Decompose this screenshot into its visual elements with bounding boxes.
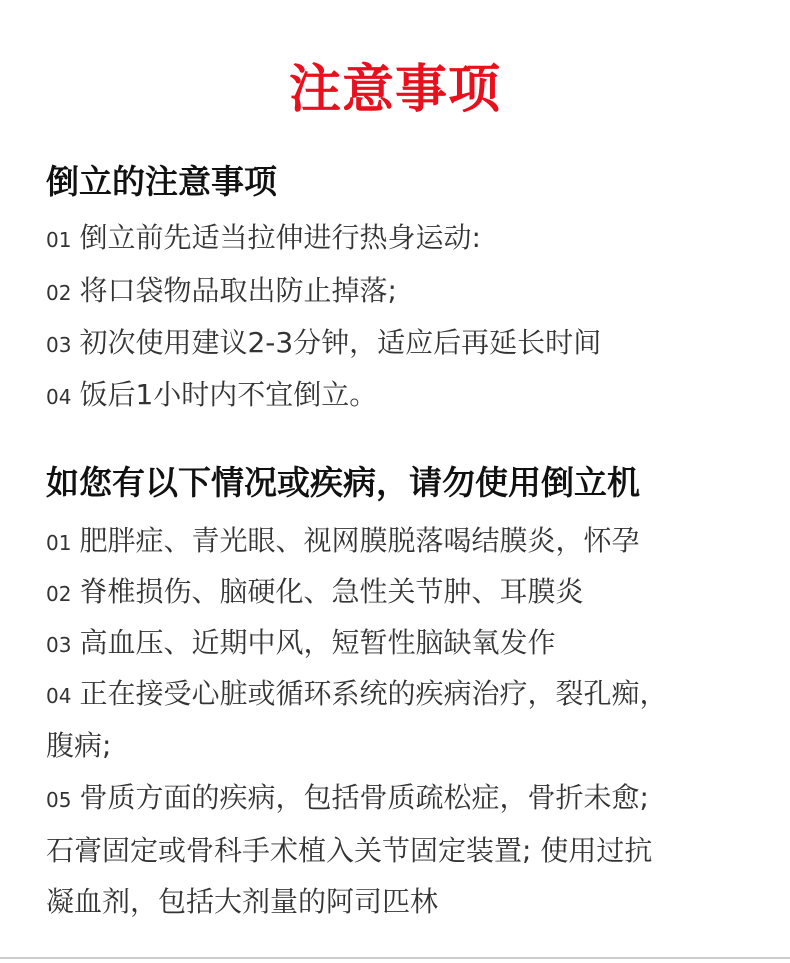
section-heading-contraindications: 如您有以下情况或疾病，请勿使用倒立机 bbox=[46, 463, 640, 502]
list-item bbox=[46, 674, 667, 714]
list-item bbox=[46, 323, 601, 363]
item-number: 04 bbox=[46, 385, 72, 409]
item-text: 初次使用建议2-3分钟，适应后再延长时间 bbox=[79, 326, 602, 359]
item-number: 03 bbox=[46, 333, 72, 357]
list-item bbox=[46, 218, 481, 258]
item-number: 03 bbox=[46, 633, 72, 657]
list-item bbox=[46, 572, 583, 612]
item-number: 05 bbox=[46, 788, 72, 812]
list-item bbox=[46, 778, 649, 818]
list-item-continuation bbox=[46, 726, 111, 766]
item-text: 石膏固定或骨科手术植入关节固定装置; 使用过抗 bbox=[46, 834, 653, 867]
bottom-divider bbox=[0, 957, 790, 959]
list-item-continuation bbox=[46, 882, 438, 922]
item-number: 01 bbox=[46, 531, 72, 555]
list-item bbox=[46, 521, 639, 561]
list-item-continuation bbox=[46, 831, 652, 871]
item-number: 01 bbox=[46, 228, 72, 252]
item-number: 02 bbox=[46, 281, 72, 305]
list-item bbox=[46, 271, 397, 311]
item-number: 04 bbox=[46, 684, 72, 708]
item-text: 倒立前先适当拉伸进行热身运动: bbox=[79, 221, 481, 254]
item-text: 将口袋物品取出防止掉落; bbox=[79, 274, 397, 307]
item-number: 02 bbox=[46, 582, 72, 606]
page-title: 注意事项 bbox=[288, 60, 501, 120]
item-text: 凝血剂，包括大剂量的阿司匹林 bbox=[46, 885, 439, 918]
item-text: 饭后1小时内不宜倒立。 bbox=[79, 378, 378, 411]
item-text: 骨质方面的疾病，包括骨质疏松症，骨折未愈; bbox=[79, 781, 649, 814]
list-item bbox=[46, 375, 377, 415]
item-text: 腹病; bbox=[46, 729, 112, 762]
section-heading-inversion-notes: 倒立的注意事项 bbox=[46, 162, 277, 201]
item-text: 正在接受心脏或循环系统的疾病治疗，裂孔痴， bbox=[79, 677, 668, 710]
item-text: 高血压、近期中风，短暂性脑缺氧发作 bbox=[79, 626, 556, 659]
list-item bbox=[46, 623, 555, 663]
item-text: 脊椎损伤、脑硬化、急性关节肿、耳膜炎 bbox=[79, 575, 584, 608]
item-text: 肥胖症、青光眼、视网膜脱落喝结膜炎，怀孕 bbox=[79, 524, 640, 557]
